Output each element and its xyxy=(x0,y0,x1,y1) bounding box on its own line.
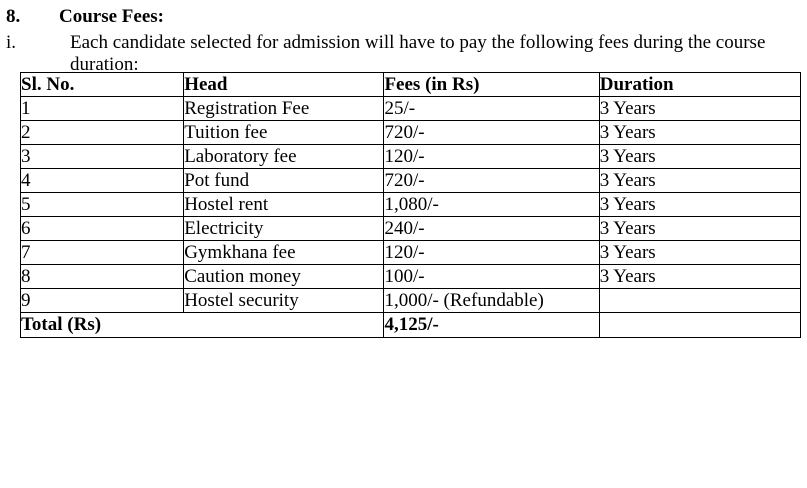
cell-head: Laboratory fee xyxy=(184,145,384,169)
cell-head: Electricity xyxy=(184,217,384,241)
item-number: i. xyxy=(6,32,17,53)
cell-fees: 1,000/- (Refundable) xyxy=(384,289,599,313)
cell-fees: 720/- xyxy=(384,121,599,145)
cell-head: Registration Fee xyxy=(184,97,384,121)
cell-sl-no: 1 xyxy=(21,97,184,121)
table-row xyxy=(21,97,801,121)
cell-head: Hostel rent xyxy=(184,193,384,217)
section-title: Course Fees: xyxy=(59,6,164,27)
cell-duration: 3 Years xyxy=(599,193,800,217)
cell-sl-no: 6 xyxy=(21,217,184,241)
total-fees: 4,125/- xyxy=(384,313,599,338)
intro-text: Each candidate selected for admission will have to pay the following fees during the course duration: xyxy=(70,32,766,75)
cell-sl-no: 4 xyxy=(21,169,184,193)
cell-duration: 3 Years xyxy=(599,217,800,241)
total-duration-cell xyxy=(599,313,800,338)
cell-duration: 3 Years xyxy=(599,265,800,289)
cell-fees: 100/- xyxy=(384,265,599,289)
table-row xyxy=(21,169,801,193)
cell-sl-no: 2 xyxy=(21,121,184,145)
total-label: Total (Rs) xyxy=(21,313,384,338)
total-row xyxy=(21,313,801,338)
cell-sl-no: 9 xyxy=(21,289,184,313)
cell-fees: 720/- xyxy=(384,169,599,193)
table-row xyxy=(21,265,801,289)
cell-fees: 25/- xyxy=(384,97,599,121)
table-row xyxy=(21,241,801,265)
cell-sl-no: 3 xyxy=(21,145,184,169)
cell-duration: 3 Years xyxy=(599,145,800,169)
cell-fees: 240/- xyxy=(384,217,599,241)
cell-fees: 120/- xyxy=(384,241,599,265)
cell-sl-no: 8 xyxy=(21,265,184,289)
cell-duration: 3 Years xyxy=(599,121,800,145)
cell-duration: 3 Years xyxy=(599,169,800,193)
table-row xyxy=(21,193,801,217)
cell-fees: 120/- xyxy=(384,145,599,169)
cell-head: Tuition fee xyxy=(184,121,384,145)
table-row xyxy=(21,217,801,241)
cell-head: Gymkhana fee xyxy=(184,241,384,265)
cell-head: Pot fund xyxy=(184,169,384,193)
fees-table xyxy=(20,72,801,338)
section-number: 8. xyxy=(6,6,21,27)
cell-duration: 3 Years xyxy=(599,241,800,265)
cell-head: Hostel security xyxy=(184,289,384,313)
cell-fees: 1,080/- xyxy=(384,193,599,217)
table-row xyxy=(21,121,801,145)
header-duration: Duration xyxy=(599,73,800,97)
cell-duration: 3 Years xyxy=(599,97,800,121)
cell-sl-no: 5 xyxy=(21,193,184,217)
cell-duration xyxy=(599,289,800,313)
table-header-row xyxy=(21,73,801,97)
header-head: Head xyxy=(184,73,384,97)
header-fees: Fees (in Rs) xyxy=(384,73,599,97)
table-row xyxy=(21,145,801,169)
cell-sl-no: 7 xyxy=(21,241,184,265)
header-sl-no: Sl. No. xyxy=(21,73,184,97)
table-row xyxy=(21,289,801,313)
cell-head: Caution money xyxy=(184,265,384,289)
